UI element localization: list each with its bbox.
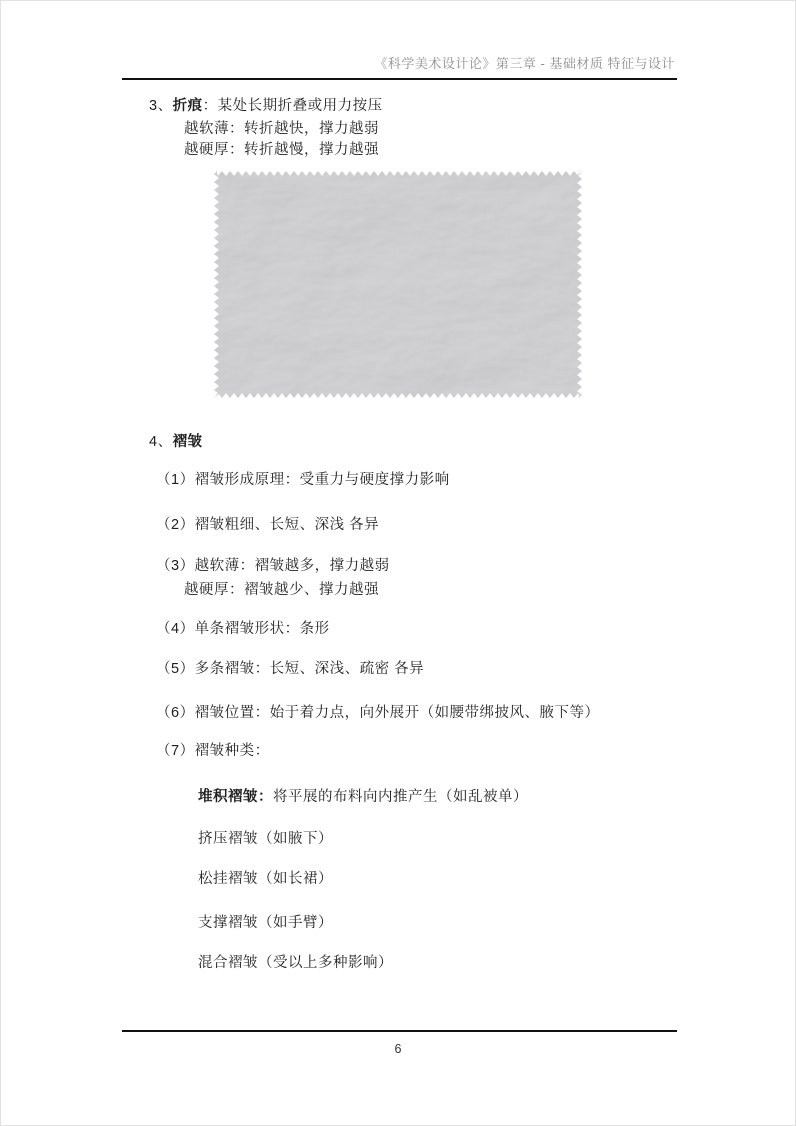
sub-list-item-1-label: 堆积褶皱： xyxy=(198,789,273,805)
list-item-5: （5）多条褶皱：长短、深浅、疏密 各异 xyxy=(156,661,425,677)
sub-list-item-2: 挤压褶皱（如腋下） xyxy=(198,831,333,847)
section-3-heading xyxy=(149,95,383,117)
sub-list-item-1-text: 将平展的布料向内推产生（如乱被单） xyxy=(273,789,528,805)
section-3-line-3: 越硬厚：转折越慢，撑力越强 xyxy=(184,142,379,158)
sub-list-item-1 xyxy=(198,786,528,808)
fabric-texture xyxy=(214,171,582,398)
page-header-title: 《科学美术设计论》第三章 - 基础材质 特征与设计 xyxy=(374,56,675,71)
list-item-7: （7）褶皱种类： xyxy=(156,743,270,759)
sub-list-item-4: 支撑褶皱（如手臂） xyxy=(198,915,333,931)
section-3-number: 3、 xyxy=(149,98,173,114)
list-item-6: （6）褶皱位置：始于着力点，向外展开（如腰带绑披风、腋下等） xyxy=(156,705,600,721)
list-item-2: （2）褶皱粗细、长短、深浅 各异 xyxy=(156,517,380,533)
list-item-3-line-2: 越硬厚：褶皱越少、撑力越强 xyxy=(184,582,379,598)
list-item-1: （1）褶皱形成原理：受重力与硬度撑力影响 xyxy=(156,472,450,488)
section-4-heading xyxy=(149,431,203,453)
section-3-term: 折痕 xyxy=(172,98,203,114)
page-number: 6 xyxy=(394,1042,402,1056)
list-item-3-line-1: （3）越软薄：褶皱越多，撑力越弱 xyxy=(156,558,390,574)
header-rule xyxy=(122,78,677,80)
section-3-definition: ：某处长期折叠或用力按压 xyxy=(202,98,383,114)
sub-list-item-3: 松挂褶皱（如长裙） xyxy=(198,871,333,887)
sub-list-item-5: 混合褶皱（受以上多种影响） xyxy=(198,955,393,971)
section-4-number: 4、 xyxy=(149,434,173,450)
crumpled-fabric-image xyxy=(214,171,582,398)
section-4-term: 褶皱 xyxy=(172,434,203,450)
section-3-line-2: 越软薄：转折越快，撑力越弱 xyxy=(184,121,379,137)
list-item-4: （4）单条褶皱形状：条形 xyxy=(156,621,330,637)
footer-rule xyxy=(122,1030,677,1032)
